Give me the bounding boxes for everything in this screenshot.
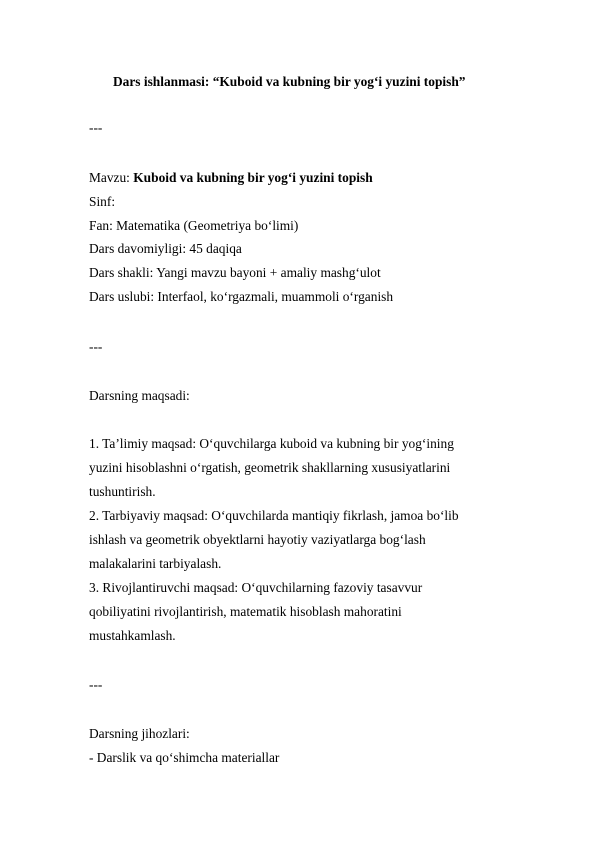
maqsad-line: 1. Ta’limiy maqsad: O‘quvchilarga kuboid va kubning bir yog‘ining [89,436,454,451]
maqsad-heading: Darsning maqsadi: [89,388,190,403]
maqsad-line: tushuntirish. [89,484,156,499]
maqsad-line: mustahkamlash. [89,628,176,643]
maqsad-line: ishlash va geometrik obyektlarni hayotiy vaziyatlarga bog‘lash [89,532,426,547]
document-title: Dars ishlanmasi: “Kuboid va kubning bir yog‘i yuzini topish” [113,74,466,89]
mavzu-line [89,170,373,186]
shakl-line: Dars shakli: Yangi mavzu bayoni + amaliy mashg‘ulot [89,265,381,280]
maqsad-line: qobiliyatini rivojlantirish, matematik hisoblash mahoratini [89,604,402,619]
uslub-line: Dars uslubi: Interfaol, ko‘rgazmali, muammoli o‘rganish [89,289,394,304]
separator: --- [89,677,103,692]
davomiylik-line: Dars davomiyligi: 45 daqiqa [89,241,242,256]
jihozlar-heading: Darsning jihozlari: [89,726,190,741]
separator: --- [89,120,103,135]
mavzu-label: Mavzu: [89,170,134,185]
fan-line: Fan: Matematika (Geometriya bo‘limi) [89,218,299,233]
maqsad-line: malakalarini tarbiyalash. [89,556,222,571]
separator: --- [89,339,103,354]
sinf-line: Sinf: [89,194,116,209]
jihozlar-item: - Darslik va qo‘shimcha materiallar [89,750,280,765]
maqsad-line: 2. Tarbiyaviy maqsad: O‘quvchilarda mantiqiy fikrlash, jamoa bo‘lib [89,508,459,523]
mavzu-value: Kuboid va kubning bir yog‘i yuzini topish [133,170,373,185]
maqsad-line: 3. Rivojlantiruvchi maqsad: O‘quvchilarning fazoviy tasavvur [89,580,423,595]
maqsad-line: yuzini hisoblashni o‘rgatish, geometrik shakllarning xususiyatlarini [89,460,451,475]
